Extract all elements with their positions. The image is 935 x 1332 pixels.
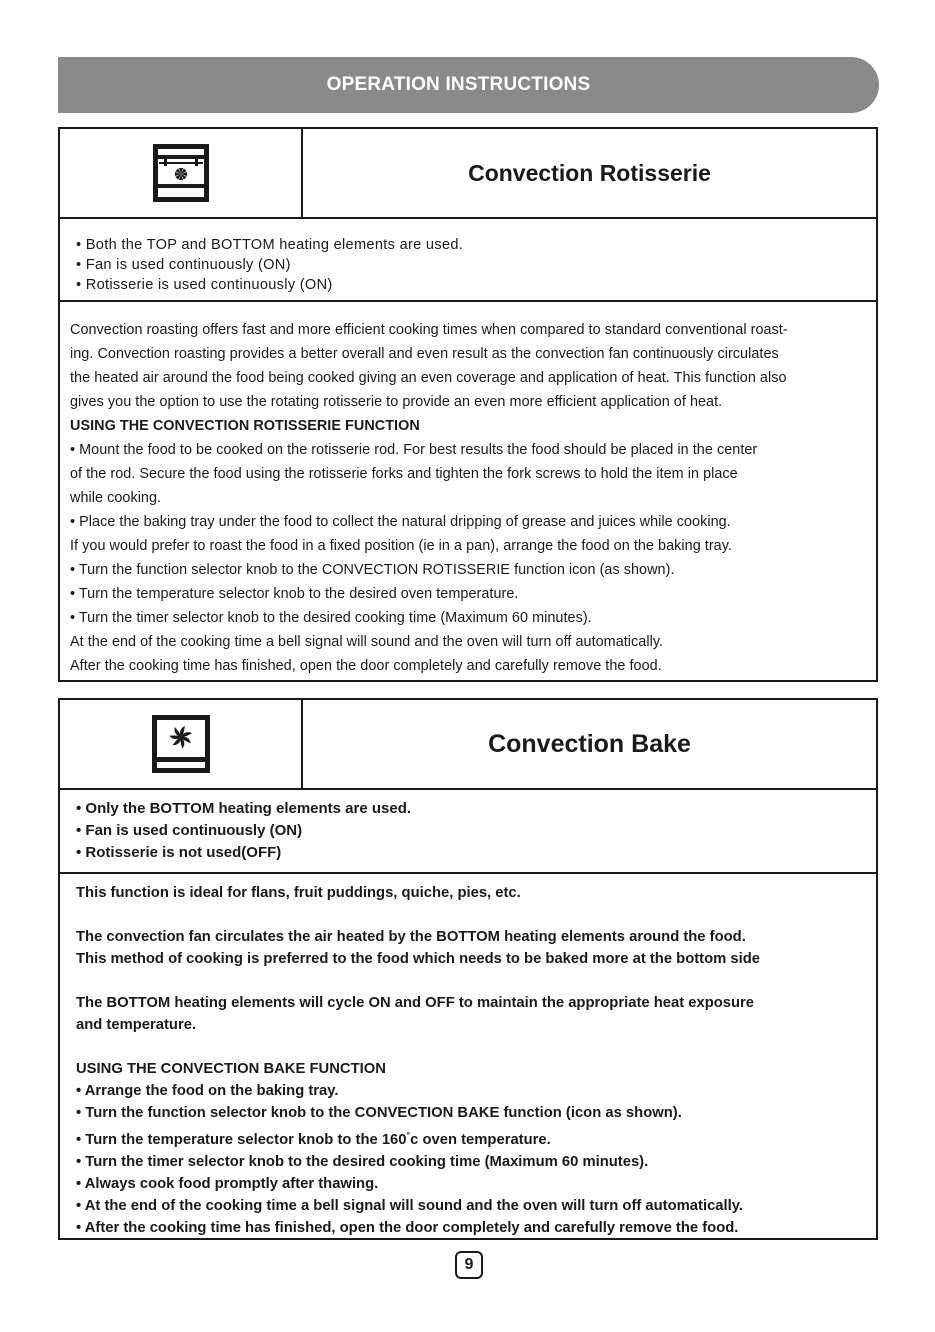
title-cell (303, 129, 876, 217)
title-cell (303, 700, 876, 788)
section-title: Convection Bake (488, 729, 691, 758)
section-header (60, 700, 876, 790)
section-header (60, 129, 876, 219)
degree-symbol: ° (406, 1130, 411, 1140)
page-number-text: 9 (464, 1256, 474, 1273)
step-line: • Arrange the food on the baking tray. (76, 1083, 339, 1099)
body-line: gives you the option to use the rotating rotisserie to provide an even more efficient application of heat. (70, 394, 723, 410)
body-line: ing. Convection roasting provides a better overall and even result as the convection fan continuously circulates (70, 346, 779, 362)
oven-convection-bake-icon (152, 715, 210, 773)
section-convection-bake (58, 698, 878, 1240)
page-number (455, 1251, 483, 1279)
feature-item: • Fan is used continuously (ON) (76, 822, 303, 839)
body-line: This method of cooking is preferred to the food which needs to be baked more at the bottom side (76, 951, 761, 967)
body-line: the heated air around the food being cooked giving an even coverage and application of heat. This function also (70, 370, 787, 386)
section-title: Convection Rotisserie (468, 159, 711, 186)
step-line: of the rod. Secure the food using the rotisserie forks and tighten the fork screws to hold the item in place (70, 466, 738, 482)
feature-item: • Rotisserie is used continuously (ON) (76, 277, 333, 293)
step-line: At the end of the cooking time a bell signal will sound and the oven will turn off automatically. (70, 634, 664, 650)
feature-list (60, 790, 876, 874)
step-line: • Place the baking tray under the food to collect the natural dripping of grease and juices while cooking. (70, 514, 731, 530)
step-text: • Turn the temperature selector knob to the 160 (76, 1132, 407, 1148)
feature-item: • Only the BOTTOM heating elements are used. (76, 800, 412, 817)
oven-convection-rotisserie-icon (153, 144, 209, 202)
step-line: • Turn the function selector knob to the CONVECTION ROTISSERIE function icon (as shown). (70, 562, 675, 578)
feature-item: • Fan is used continuously (ON) (76, 257, 291, 273)
step-line: • Turn the timer selector knob to the desired cooking time (Maximum 60 minutes). (70, 610, 592, 626)
step-line: • Turn the function selector knob to the CONVECTION BAKE function (icon as shown). (76, 1105, 682, 1121)
icon-cell (60, 700, 303, 788)
section-body (60, 302, 876, 678)
feature-item: • Both the TOP and BOTTOM heating elements are used. (76, 237, 464, 253)
body-line: Convection roasting offers fast and more efficient cooking times when compared to standard conventional roast- (70, 322, 788, 338)
section-body (60, 874, 876, 1239)
feature-item: • Rotisserie is not used(OFF) (76, 844, 282, 861)
intro-line: This function is ideal for flans, fruit puddings, quiche, pies, etc. (76, 885, 521, 901)
step-line: • Always cook food promptly after thawing. (76, 1176, 379, 1192)
page-title: OPERATION INSTRUCTIONS (326, 74, 591, 95)
step-line: If you would prefer to roast the food in a fixed position (ie in a pan), arrange the food on the baking tray. (70, 538, 732, 554)
step-line: • Turn the timer selector knob to the desired cooking time (Maximum 60 minutes). (76, 1154, 649, 1170)
step-line (76, 1124, 866, 1151)
step-line: • Turn the temperature selector knob to the desired oven temperature. (70, 586, 519, 602)
section-convection-rotisserie (58, 127, 878, 682)
body-line: The convection fan circulates the air heated by the BOTTOM heating elements around the food. (76, 929, 746, 945)
feature-list (60, 219, 876, 302)
body-line: and temperature. (76, 1017, 197, 1033)
icon-cell (60, 129, 303, 217)
step-line: while cooking. (70, 490, 162, 506)
step-line: • At the end of the cooking time a bell signal will sound and the oven will turn off automatically. (76, 1198, 743, 1214)
header-banner (58, 57, 879, 113)
step-text-suffix: c oven temperature. (410, 1132, 551, 1148)
body-line: The BOTTOM heating elements will cycle ON and OFF to maintain the appropriate heat exposure (76, 995, 755, 1011)
subheading: USING THE CONVECTION BAKE FUNCTION (76, 1061, 386, 1077)
step-line: • Mount the food to be cooked on the rotisserie rod. For best results the food should be placed in the center (70, 442, 758, 458)
step-line: • After the cooking time has finished, open the door completely and carefully remove the food. (76, 1220, 739, 1236)
step-line: After the cooking time has finished, open the door completely and carefully remove the food. (70, 658, 662, 674)
subheading: USING THE CONVECTION ROTISSERIE FUNCTION (70, 418, 420, 434)
